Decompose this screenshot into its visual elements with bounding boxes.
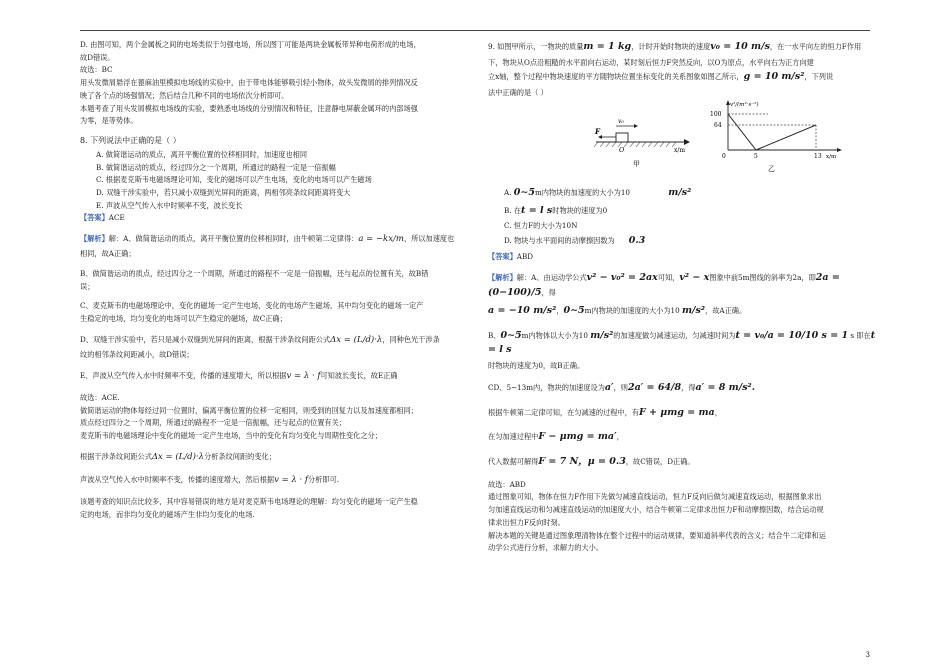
- q8-jx-d-text2: ，同种色光干涉条: [382, 334, 440, 344]
- q9-g: g = 10 m/s²: [743, 71, 805, 83]
- q9-d-value: 0.3: [628, 235, 646, 247]
- prev-answer: 故选：BC: [80, 65, 113, 75]
- q9-jx-cd3: ，则: [613, 382, 628, 392]
- q9-jx-cd-eq3: a′ = 8 m/s².: [695, 381, 756, 393]
- q9-summary-3: 律求出恒力F反向时刻。: [488, 517, 565, 527]
- q9-text-3b: ，下列说: [804, 72, 834, 82]
- q9-text-3a: 立x轴，整个过程中物块速度的平方随物块位置坐标变化的关系图象如图乙所示，: [488, 72, 744, 82]
- x-label: x/m: [674, 146, 686, 154]
- q8-option-c: C. 根据麦克斯韦电磁场理论可知，变化的磁场可以产生电场，变化的电场可以产生磁场: [96, 175, 372, 185]
- q9-a-range: 0∼5: [513, 186, 535, 198]
- q8-summary-5-formula: v = λ · f: [274, 475, 309, 486]
- q8-option-b: B. 做简谐运动的质点，经过四分之一个周期，所通过的路程一定是一倍振幅: [96, 162, 336, 172]
- q8-summary-4-text: 根据干涉条纹间距公式: [80, 451, 152, 461]
- tick-0: 0: [722, 152, 726, 160]
- q9-jx-b3: 的加速度做匀减速运动，匀减速时间为: [613, 330, 736, 340]
- q9-d-text: D. 物块与水平面间的动摩擦因数为: [504, 236, 615, 246]
- q9-jx-newton-2: [488, 430, 880, 445]
- q9-option-b: [504, 204, 880, 219]
- q9-jx-a6: m内物块的加速度的大小为10: [584, 305, 680, 315]
- q8-jx-a-text2: ，所以加速度也: [403, 234, 455, 244]
- q8-option-a: A. 做简谐运动的质点，离开平衡位置的位移相同时，加速度也相同: [96, 149, 308, 159]
- q9-a-unit: m/s²: [668, 186, 692, 198]
- segment-accel: [756, 125, 816, 150]
- tick-13: 13: [814, 152, 822, 160]
- q9-answer-tag: 【答案】: [488, 251, 517, 261]
- q9-jx-n5: 代入数据可解得: [488, 456, 539, 466]
- q9-jx-cd-eq1: a′: [604, 381, 614, 393]
- q8-jx-a3: 相同，故A正确；: [80, 249, 136, 259]
- q8-jx-e-formula: v = λ · f: [286, 370, 321, 381]
- tick-100: 100: [710, 110, 722, 118]
- q8-option-e: E. 声波从空气传入水中时频率不变，波长变长: [96, 200, 243, 210]
- q9-jx-newton-3: [488, 455, 880, 470]
- block: [616, 133, 628, 142]
- q9-jx-cd4: ，得: [681, 382, 696, 392]
- q9-jx-b: [488, 329, 880, 358]
- q9-jx-a4: ，得: [541, 288, 556, 298]
- q8-jx-d-text: D、双缝干涉实验中，若只是减小双缝到光屏间的距离，根据干涉条纹间距公式: [80, 334, 331, 344]
- q8-jx-d: [80, 334, 473, 347]
- q8-jx-e: [80, 370, 473, 383]
- q9-text-1b: ，计时开始时物块的速度: [631, 42, 711, 51]
- q8-jx-c2: 生稳定的电场，均匀变化的电场可以产生稳定的磁场，故C正确；: [80, 314, 287, 324]
- q8-jx-b2: 误；: [80, 281, 95, 291]
- q9-summary-2: 匀加速直线运动和匀减速直线运动的加速度大小，结合牛顿第二定律求出恒力F和动摩擦因数，结合运动规: [488, 505, 824, 515]
- q9-v0: v₀ = 10 m/s: [710, 41, 770, 52]
- q8-summary-2: 质点经过四分之一个周期，所通过的路程不一定是一倍振幅，还与起点的位置有关；: [80, 418, 346, 428]
- q8-jx-b1: B、做简谐运动的质点，经过四分之一个周期，所通过的路程不一定是一倍振幅，还与起点的位置有关，故B错: [80, 269, 429, 279]
- q9-jx-n-eq1: F + μmg = ma: [638, 406, 715, 418]
- q8-summary-5: [80, 474, 473, 487]
- q9-stem-4: 法中正确的是（ ）: [488, 88, 548, 98]
- q8-jx-c1: C、麦克斯韦的电磁场理论中，变化的磁场一定产生电场，变化的电场产生磁场，其中均匀变化的磁场一定产: [80, 301, 424, 311]
- header-rule: [80, 30, 870, 31]
- q8-answer: ACE: [108, 213, 125, 223]
- q8-jx-a-formula: a = −kx/m: [358, 234, 404, 245]
- figure-jia: [588, 102, 698, 172]
- ground-hatch: [594, 142, 676, 147]
- q9-jx-a-eq1: v² − v₀² = 2ax: [586, 272, 658, 284]
- q8-jx-a: [80, 233, 473, 246]
- q8-answer-line: [80, 213, 473, 223]
- q9-b-text: 时物块的速度为0: [552, 205, 608, 215]
- tick-64: 64: [714, 121, 722, 129]
- q8-jx-e-text: E、声波从空气传入水中时频率不变，传播的速度增大，所以根据: [80, 370, 287, 380]
- prev-option-d: D. 由图可知，两个金属板之间的电场类似于匀强电场，所以图丁可能是两块金属板带异种电荷形成的电场，: [80, 40, 421, 49]
- q9-jx-b2: m内物体以大小为10: [521, 330, 588, 340]
- q9-jx-tag: 【解析】: [488, 273, 517, 283]
- q9-jx-a2: 可知，: [657, 273, 680, 283]
- q9-jx-b-unit: m/s²: [590, 329, 614, 341]
- q9-mass: m = 1 kg: [583, 41, 632, 52]
- q8-summary-5-text2: 分析即可.: [308, 475, 340, 485]
- q9-jx-cd-eq2: 2a′ = 64/8: [627, 381, 682, 393]
- q8-summary-1: 做简谐运动的物体每经过同一位置时，偏离平衡位置的位移一定相同，则受到的回复力以及加速度都相同；: [80, 405, 418, 415]
- v0-arrowhead: [634, 124, 638, 128]
- q8-stem: 8. 下列说法中正确的是（ ）: [80, 136, 181, 146]
- q9-a-text: m内物块的加速度的大小为10: [534, 187, 630, 197]
- q8-summary-4-text2: 分析条纹间距的变化；: [204, 451, 276, 461]
- q9-jx-a: [488, 271, 880, 300]
- q8-jx-e-text2: 可知波长变长，故E正确: [320, 370, 398, 380]
- x-axis-arrow: [684, 139, 690, 145]
- q8-jx-d-formula: Δx = (L/d)·λ: [330, 334, 383, 345]
- origin-label: O: [619, 145, 625, 154]
- x-axis-label: x/m: [826, 153, 837, 160]
- q8-summary-3: 麦克斯韦的电磁场理论中变化的磁场一定产生电场，当中的变化有均匀变化与周期性变化之分；: [80, 431, 382, 441]
- label-jia: 甲: [633, 159, 640, 168]
- q9-figures: [488, 102, 880, 180]
- q9-jx-n4: ，: [616, 432, 624, 442]
- x-axis-arrowhead: [837, 148, 842, 152]
- right-column: [488, 40, 880, 556]
- q9-jx-b4: s 即在: [850, 330, 871, 340]
- q9-stem-2: 下，物块从O点沿粗糙的水平面向右运动，某时刻后恒力F突然反向，以O为原点，水平向右为正方向建: [488, 57, 814, 67]
- v0-label: v₀: [618, 117, 624, 125]
- q9-jx-a-eq4: a = −10 m/s²: [488, 304, 557, 316]
- q8-select: 故选：ACE.: [80, 392, 120, 402]
- q9-a-label: A.: [504, 187, 514, 197]
- page-number: 3: [865, 650, 870, 659]
- q9-jx-a-eq3: 2a = (0−100)/5: [488, 272, 840, 299]
- q9-stem-3: [488, 70, 880, 85]
- q9-jx-a7: ，故A正确。: [705, 305, 747, 315]
- q9-answer: ABD: [516, 251, 534, 261]
- prev-explain-3: 本题考查了用头发屑模拟电场线的实验，要熟悉电场线的分别情况和特征，注意静电屏蔽金属环的内部场强: [80, 103, 418, 113]
- q8-jx-d3: 纹的相邻条纹间距减小，故D错误；: [80, 350, 194, 360]
- segment-decel: [728, 114, 756, 150]
- q8-jx-tag: 【解析】: [80, 234, 109, 244]
- q9-jx-b-eq3: t = l s: [488, 329, 876, 356]
- q8-summary-7: 定的电场，而非均匀变化的磁场产生非均匀变化的电场.: [80, 509, 255, 519]
- q8-summary-6: 该题考查的知识点比较多，其中容易错误的地方是对麦克斯韦电场理论的理解：均匀变化的磁场一定产生稳: [80, 497, 418, 507]
- y-axis-label: v²/(m²·s⁻²): [730, 101, 759, 108]
- q9-jx-a-cont: [488, 304, 880, 319]
- q9-jx-cd1: CD、5∼13: [488, 382, 527, 392]
- q9-select: 故选：ABD: [488, 479, 526, 489]
- q8-summary-5-text: 声波从空气传入水中时频率不变，传播的速度增大，然后根据: [80, 475, 275, 485]
- q9-jx-a3: 图象中前5m图线的斜率为2a，即: [709, 273, 816, 283]
- q9-b-label: B. 在: [504, 205, 522, 215]
- q9-option-d: [504, 234, 880, 249]
- q9-jx-a-unit: m/s²: [681, 304, 705, 316]
- force-label: F: [595, 126, 600, 136]
- q8-jx-a-text: 解：A、做简谐运动的质点，离开平衡位置的位移相同时，由牛顿第二定律得：: [108, 234, 359, 244]
- q9-summary-4: 解决本题的关键是通过图象理清物体在整个过程中的运动规律，要知道斜率代表的含义；结合牛二定律和运: [488, 530, 826, 540]
- q9-jx-b1: B、: [488, 330, 501, 340]
- q9-jx-b-eq1: 0∼5: [500, 329, 522, 341]
- prev-explain-2: 映了各个点的场强情况；然后结合几种不同的电场依次分析即可。: [80, 90, 289, 100]
- q9-answer-line: [488, 252, 880, 262]
- q9-jx-newton-1: [488, 406, 880, 421]
- q8-summary-4-formula: Δx = (L/d)·λ: [151, 451, 205, 462]
- prev-explain-4: 为零，是等势体。: [80, 116, 138, 126]
- q9-option-c: C. 恒力F的大小为10N: [504, 221, 578, 231]
- q9-jx-a-eq5: 0∼5: [563, 304, 585, 316]
- q9-jx-a-eq2: v² − x: [679, 272, 710, 284]
- q9-text-1c: ，在一水平向左的恒力F作用: [769, 42, 862, 51]
- left-column: [80, 40, 473, 523]
- q9-jx-n2: ，: [714, 407, 722, 417]
- q9-summary-5: 动学公式进行分析，求解力的大小。: [488, 543, 604, 553]
- q8-summary-4: [80, 451, 473, 464]
- q9-jx-n-eq3: F = 7 N，μ = 0.3: [538, 455, 626, 467]
- q9-jx-cd: [488, 381, 880, 396]
- q9-jx-n-eq2: F − μmg = ma′: [538, 431, 617, 443]
- q9-jx-a1: 解：A、由运动学公式: [516, 273, 587, 283]
- q9-stem-1: [488, 40, 880, 55]
- q9-option-a: [504, 186, 880, 201]
- q9-jx-n1: 根据牛顿第二定律可知，在匀减速的过程中，有: [488, 407, 639, 417]
- tick-5: 5: [754, 152, 758, 160]
- q9-b-time: t = l s: [521, 204, 553, 216]
- figure-yi: [708, 98, 848, 176]
- label-yi: 乙: [768, 164, 775, 173]
- q9-jx-b-eq2: t = v₀/a = 10/10 s = 1: [735, 329, 849, 341]
- q8-answer-tag: 【答案】: [80, 213, 109, 223]
- q8-option-d: D. 双缝干涉实验中，若只减小双缝到光屏间的距离，两相邻亮条纹间距离将变大: [96, 187, 351, 197]
- prev-explain-1: 用头发微屑悬浮在蓖麻油里模拟电场线的实验中，由于带电体能够吸引轻小物体，故头发微屑的排列情况反: [80, 78, 418, 88]
- q9-jx-n3: 在匀加速过程中: [488, 432, 539, 442]
- q9-jx-a5: ，: [556, 305, 564, 315]
- q9-jx-n6: ，故C错误，D正确。: [625, 456, 695, 466]
- q9-jx-b5: 时物块的速度为0，故B正确。: [488, 361, 585, 371]
- prev-option-d-verdict: 故D错误。: [80, 52, 115, 62]
- q9-jx-cd2: m内，物块的加速度设为: [526, 382, 605, 392]
- q9-text-1a: 9. 如图甲所示，一物块的质量: [488, 42, 584, 51]
- q9-summary-1: 通过图象可知，物体在恒力F作用下先做匀减速直线运动，恒力F反向后做匀减速直线运动，根据图象求出: [488, 492, 822, 502]
